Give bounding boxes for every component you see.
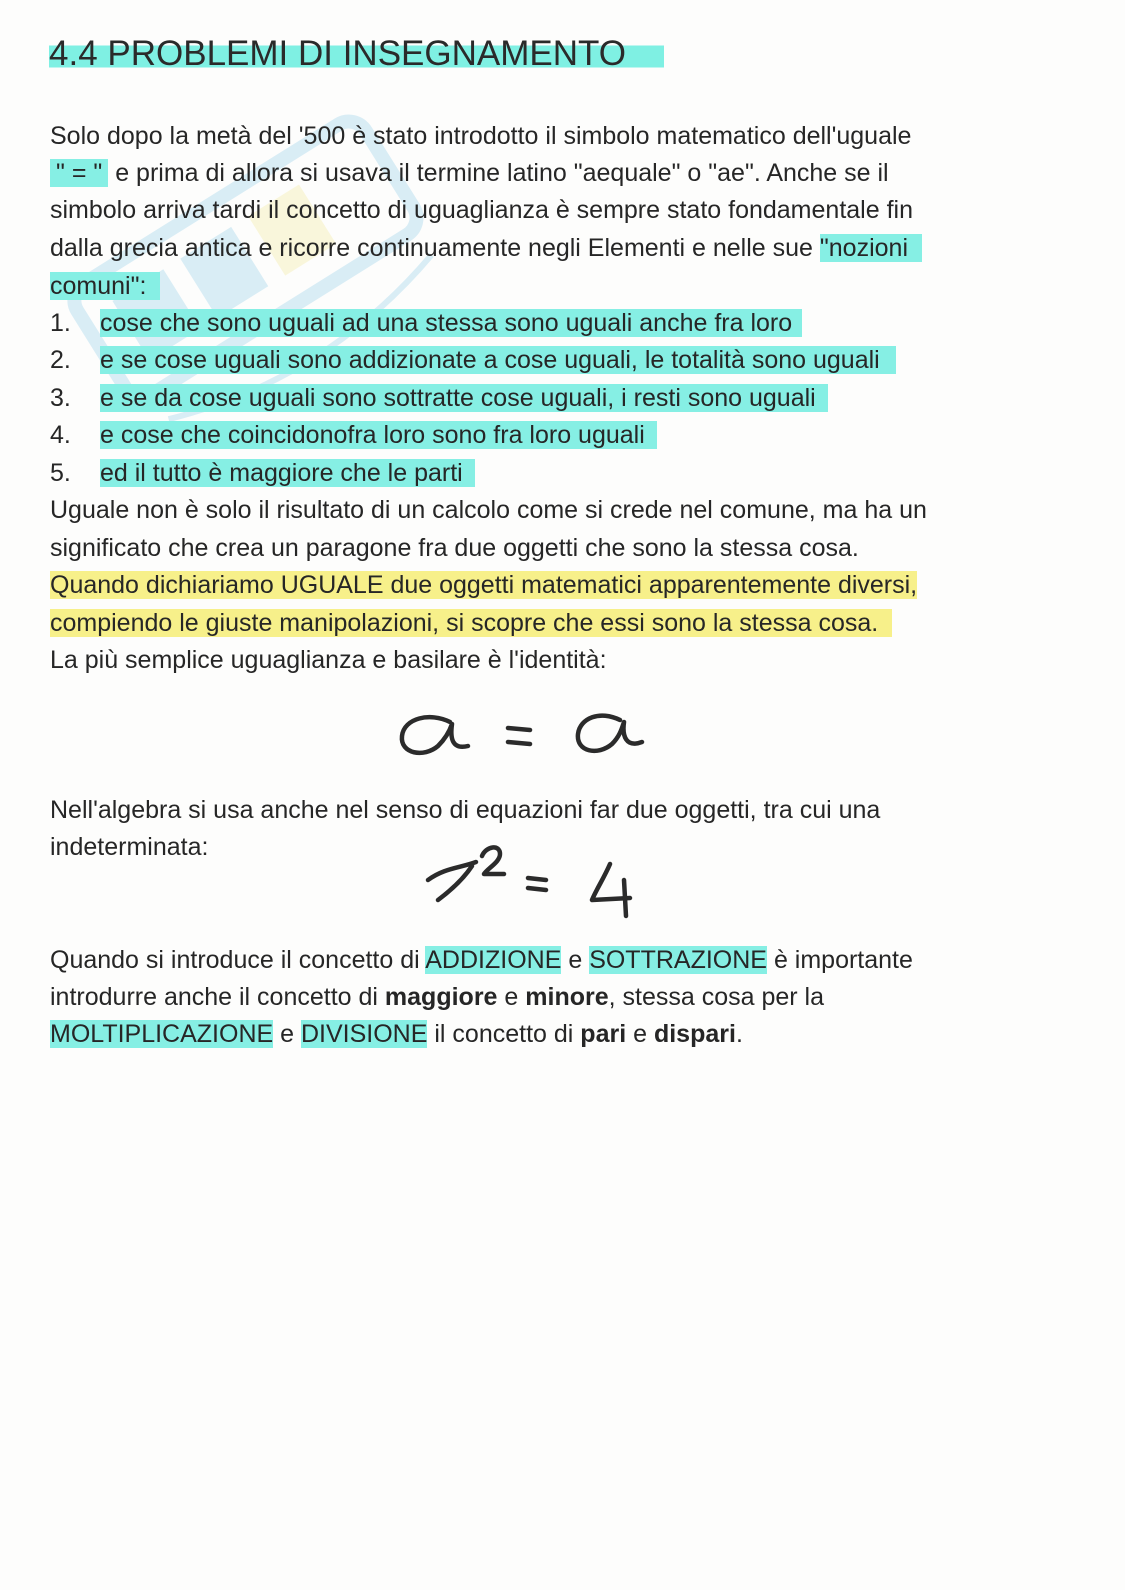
- addizione-highlight: ADDIZIONE: [425, 946, 562, 974]
- list-number: 5.: [50, 459, 71, 487]
- para4-text: e: [280, 1020, 295, 1048]
- para4-text: è importante: [773, 946, 913, 974]
- title-highlight: 4.4 PROBLEMI DI INSEGNAMENTO: [49, 34, 664, 73]
- divisione-highlight: DIVISIONE: [301, 1020, 428, 1048]
- para4-text: , stessa cosa per la: [608, 983, 825, 1011]
- para2-line-3: [50, 567, 917, 604]
- moltiplicazione-highlight: MOLTIPLICAZIONE: [50, 1020, 274, 1048]
- para4-text: e: [568, 946, 583, 974]
- list-text: cose che sono uguali ad una stessa sono uguali anche fra loro: [100, 309, 802, 337]
- para3-line-1: Nell'algebra si usa anche nel senso di equazioni far due oggetti, tra cui una: [50, 796, 881, 824]
- para4-text: il concetto di: [434, 1020, 574, 1048]
- para2-line-4: [50, 605, 892, 642]
- intro-line-2: [50, 155, 889, 192]
- list-number: 1.: [50, 309, 71, 337]
- nozioni-highlight: "nozioni: [820, 234, 922, 262]
- intro-line-4-text: dalla grecia antica e ricorre continuamente negli Elementi e nelle sue: [50, 234, 813, 262]
- intro-line-5: [50, 268, 160, 305]
- para4-line-1: [50, 942, 913, 979]
- para4-text: e: [633, 1020, 648, 1048]
- formula-equation-text: x² = 4: [420, 838, 423, 839]
- list-item: [50, 380, 828, 417]
- list-text: ed il tutto è maggiore che le parti: [100, 459, 475, 487]
- list-item: [50, 342, 896, 379]
- para3-line-2: indeterminata:: [50, 833, 209, 861]
- comuni-highlight: comuni":: [50, 272, 160, 300]
- formula-identity-text: a = a: [390, 700, 393, 701]
- yellow-highlight: compiendo le giuste manipolazioni, si scopre che essi sono la stessa cosa.: [50, 609, 892, 637]
- list-number: 3.: [50, 384, 71, 412]
- para2-line-5: La più semplice uguaglianza e basilare è l'identità:: [50, 646, 607, 674]
- list-text: e se cose uguali sono addizionate a cose uguali, le totalità sono uguali: [100, 346, 896, 374]
- intro-line-1: Solo dopo la metà del '500 è stato introdotto il simbolo matematico dell'uguale: [50, 122, 912, 150]
- para4-line-2: [50, 979, 824, 1016]
- list-number: 2.: [50, 346, 71, 374]
- para4-line-3: [50, 1016, 743, 1053]
- para2-line-2: significato che crea un paragone fra due oggetti che sono la stessa cosa.: [50, 534, 859, 562]
- equals-symbol-highlight: " = ": [50, 159, 108, 187]
- list-item: [50, 305, 802, 342]
- para4-text: Quando si introduce il concetto di: [50, 946, 420, 974]
- pari-bold: pari: [580, 1020, 627, 1048]
- para4-text: introdurre anche il concetto di: [50, 983, 378, 1011]
- minore-bold: minore: [525, 983, 609, 1011]
- maggiore-bold: maggiore: [384, 983, 498, 1011]
- para4-text: .: [735, 1020, 743, 1048]
- formula-equation: [420, 838, 650, 928]
- intro-line-4: [50, 230, 922, 267]
- list-number: 4.: [50, 421, 71, 449]
- yellow-highlight: Quando dichiariamo UGUALE due oggetti matematici apparentemente diversi,: [50, 571, 918, 599]
- intro-line-2-text: e prima di allora si usava il termine latino "aequale" o "ae". Anche se il: [115, 159, 889, 187]
- para2-line-1: Uguale non è solo il risultato di un calcolo come si crede nel comune, ma ha un: [50, 496, 927, 524]
- list-text: e cose che coincidonofra loro sono fra loro uguali: [100, 421, 657, 449]
- list-text: e se da cose uguali sono sottratte cose uguali, i resti sono uguali: [100, 384, 828, 412]
- formula-identity: [390, 700, 660, 780]
- section-title: [49, 34, 664, 74]
- dispari-bold: dispari: [653, 1020, 736, 1048]
- list-item: [50, 455, 475, 492]
- list-item: [50, 417, 657, 454]
- intro-line-3: simbolo arriva tardi il concetto di uguaglianza è sempre stato fondamentale fin: [50, 196, 913, 224]
- para4-text: e: [504, 983, 519, 1011]
- sottrazione-highlight: SOTTRAZIONE: [589, 946, 767, 974]
